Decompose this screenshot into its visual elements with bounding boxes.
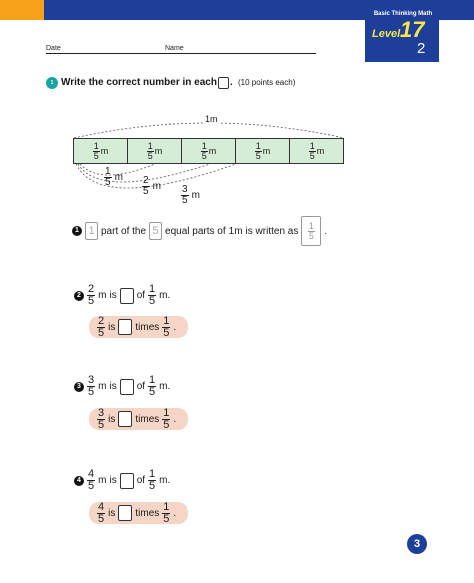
level-label: Level	[372, 28, 401, 40]
hint-pill: $\frac{3}{5}$ is times $\frac{1}{5}$ .	[89, 408, 188, 430]
question-number: 3	[74, 382, 84, 392]
arc-label-2: $\frac{2}{5}$ m	[143, 175, 161, 197]
level-sub: 2	[417, 40, 426, 57]
bar-segment: $\frac{1}{5}$ m	[73, 138, 128, 164]
bar-segment: $\frac{1}{5}$ m	[127, 138, 182, 164]
total-length-label: 1m	[205, 114, 218, 124]
question-number: 2	[74, 291, 84, 301]
question-number: 4	[74, 476, 84, 486]
date-label: Date	[46, 45, 61, 52]
instruction-tail: .	[230, 77, 233, 88]
hint-pill: $\frac{4}{5}$ is times $\frac{1}{5}$ .	[89, 502, 188, 524]
arc-label-3: $\frac{3}{5}$ m	[182, 184, 200, 206]
question-3: 3 $\frac{3}{5}$ m is of $\frac{1}{5}$ m.	[74, 375, 170, 398]
answer-box[interactable]	[120, 379, 134, 395]
name-date-line	[46, 53, 316, 54]
page-number: 3	[407, 534, 427, 554]
question-2: 2 $\frac{2}{5}$ m is of $\frac{1}{5}$ m.	[74, 284, 170, 307]
answer-box[interactable]	[118, 411, 132, 427]
answer-box[interactable]: 5	[149, 222, 162, 240]
question-4: 4 $\frac{4}{5}$ m is of $\frac{1}{5}$ m.	[74, 469, 170, 492]
name-label: Name	[165, 45, 184, 52]
series-title: Basic Thinking Math	[373, 11, 433, 17]
question-number: 1	[72, 226, 82, 236]
arc-label-1: $\frac{1}{5}$ m	[105, 166, 123, 188]
header-accent	[0, 0, 44, 20]
hint-pill: $\frac{2}{5}$ is times $\frac{1}{5}$ .	[89, 316, 188, 338]
fraction-bar	[74, 138, 344, 164]
bar-segment: $\frac{1}{5}$ m	[181, 138, 236, 164]
answer-box[interactable]	[118, 505, 132, 521]
exercise-icon: 1	[46, 77, 58, 89]
question-1: 1 1 part of the 5 equal parts of 1m is written as $\frac{1}{5}$ .	[72, 216, 327, 246]
answer-box[interactable]	[120, 288, 134, 304]
bar-segment: $\frac{1}{5}$ m	[235, 138, 290, 164]
bar-segment: $\frac{1}{5}$ m	[289, 138, 344, 164]
instruction-text: Write the correct number in each	[61, 77, 217, 88]
level-number: 17	[400, 17, 425, 42]
answer-box[interactable]	[120, 473, 134, 489]
answer-box[interactable]: 1	[85, 222, 98, 240]
instruction-box-icon	[218, 77, 229, 89]
answer-box[interactable]	[118, 319, 132, 335]
answer-box[interactable]: $\frac{1}{5}$	[301, 216, 321, 246]
instruction-points: (10 points each)	[238, 78, 296, 87]
